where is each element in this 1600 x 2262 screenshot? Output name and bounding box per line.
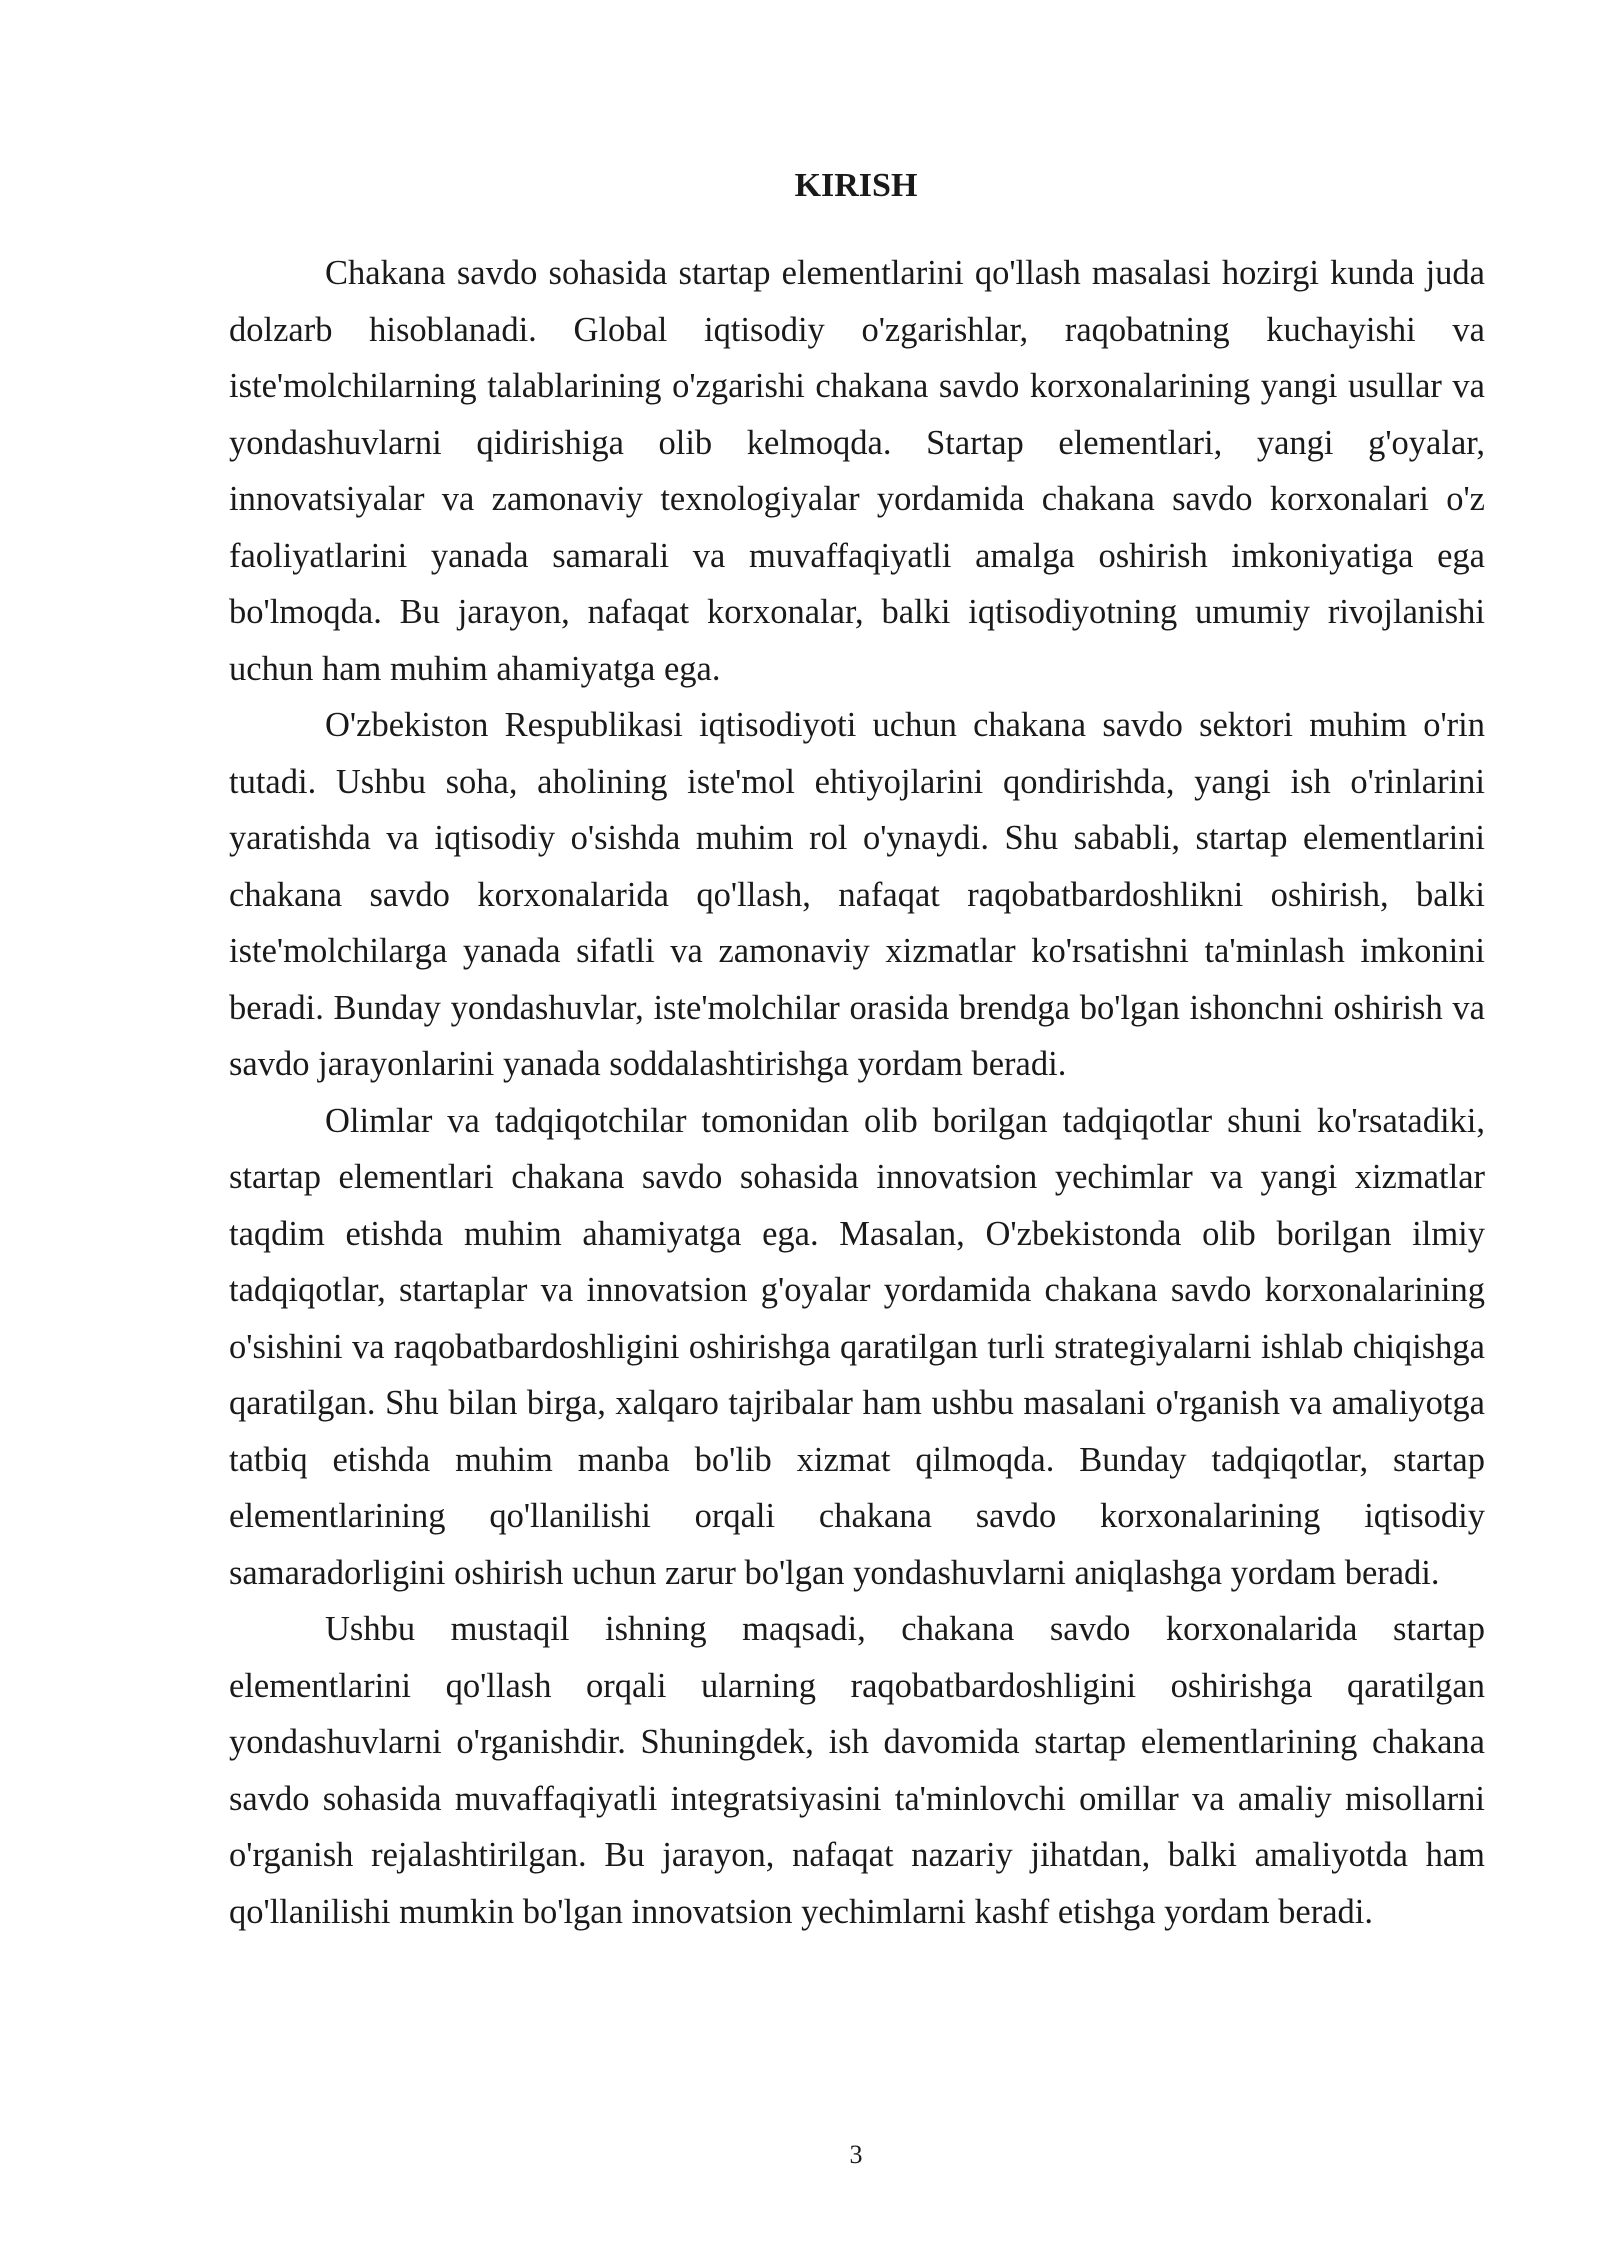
paragraph-3: Olimlar va tadqiqotchilar tomonidan olib borilgan tadqiqotlar shuni ko'rsatadiki, startap elementlari chakana savdo sohasida innovatsion yechimlar va yangi xizmatlar taqdim etishda muhim ahamiyatga ega. Masalan, O'zbekistonda olib borilgan ilmiy tadqiqotlar, startaplar va innovatsion g'oyalar yordamida chakana savdo korxonalarining o'sishini va raqobatbardoshligini oshirishga qaratilgan turli strategiyalarni ishlab chiqishga qaratilgan. Shu bilan birga, xalqaro tajribalar ham ushbu masalani o'rganish va amaliyotga tatbiq etishda muhim manba bo'lib xizmat qilmoqda. Bunday tadqiqotlar, startap elementlarining qo'llanilishi orqali chakana savdo korxonalarining iqtisodiy samaradorligini oshirish uchun zarur bo'lgan yondashuvlarni aniqlashga yordam beradi. (229, 1101, 1485, 1592)
section-heading: KIRISH (794, 167, 918, 204)
paragraph-4: Ushbu mustaqil ishning maqsadi, chakana savdo korxonalarida startap elementlarini qo'llash orqali ularning raqobatbardoshligini oshirishga qaratilgan yondashuvlarni o'rganishdir. Shuningdek, ish davomida startap elementlarining chakana savdo sohasida muvaffaqiyatli integratsiyasini ta'minlovchi omillar va amaliy misollarni o'rganish rejalashtirilgan. Bu jarayon, nafaqat nazariy jihatdan, balki amaliyotda ham qo'llanilishi mumkin bo'lgan innovatsion yechimlarni kashf etishga yordam beradi. (229, 1610, 1485, 1931)
body-text (229, 245, 1485, 1940)
paragraph-2: O'zbekiston Respublikasi iqtisodiyoti uchun chakana savdo sektori muhim o'rin tutadi. Ushbu soha, aholining iste'mol ehtiyojlarini qondirishda, yangi ish o'rinlarini yaratishda va iqtisodiy o'sishda muhim rol o'ynaydi. Shu sababli, startap elementlarini chakana savdo korxonalarida qo'llash, nafaqat raqobatbardoshlikni oshirish, balki iste'molchilarga yanada sifatli va zamonaviy xizmatlar ko'rsatishni ta'minlash imkonini beradi. Bunday yondashuvlar, iste'molchilar orasida brendga bo'lgan ishonchni oshirish va savdo jarayonlarini yanada soddalashtirishga yordam beradi. (229, 706, 1485, 1083)
page-number: 3 (849, 2140, 863, 2169)
paragraph-1: Chakana savdo sohasida startap elementlarini qo'llash masalasi hozirgi kunda juda dolzarb hisoblanadi. Global iqtisodiy o'zgarishlar, raqobatning kuchayishi va iste'molchilarning talablarining o'zgarishi chakana savdo korxonalarining yangi usullar va yondashuvlarni qidirishiga olib kelmoqda. Startap elementlari, yangi g'oyalar, innovatsiyalar va zamonaviy texnologiyalar yordamida chakana savdo korxonalari o'z faoliyatlarini yanada samarali va muvaffaqiyatli amalga oshirish imkoniyatiga ega bo'lmoqda. Bu jarayon, nafaqat korxonalar, balki iqtisodiyotning umumiy rivojlanishi uchun ham muhim ahamiyatga ega. (229, 254, 1485, 688)
